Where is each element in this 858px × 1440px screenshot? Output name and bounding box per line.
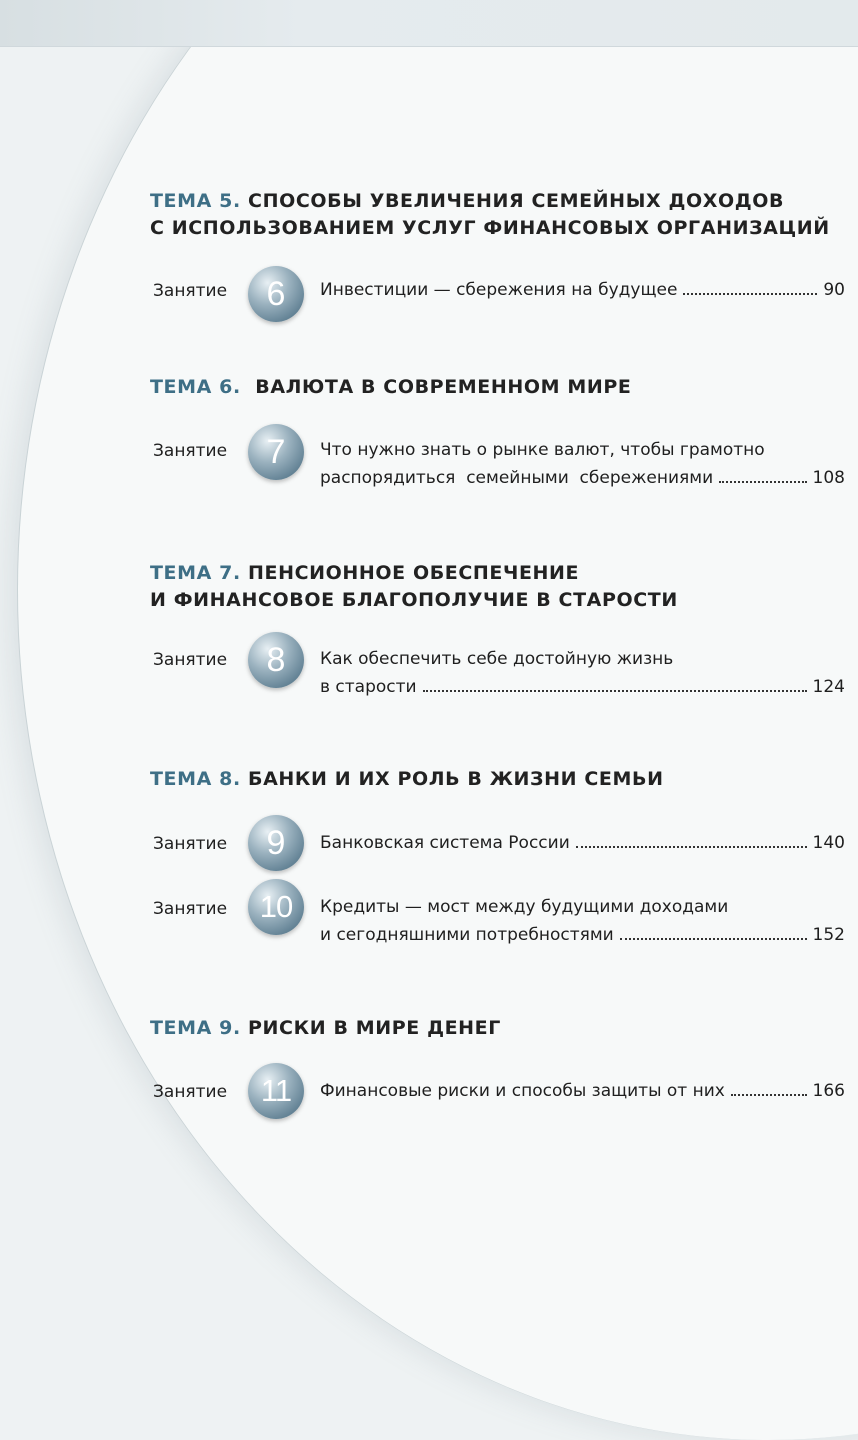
lesson-title-line2: в старости (320, 677, 417, 697)
topic-title: ВАЛЮТА В СОВРЕМЕННОМ МИРЕ (240, 376, 632, 398)
lesson-title: Инвестиции — сбережения на будущее (320, 280, 678, 300)
lesson-title-line2: распорядиться семейными сбережениями (320, 468, 714, 488)
dot-leader (576, 846, 807, 848)
page-number: 108 (812, 468, 845, 488)
header-band (0, 0, 858, 47)
lesson-title: Как обеспечить себе достойную жизнь (320, 649, 674, 669)
dot-leader (731, 1094, 807, 1096)
dot-leader (620, 938, 807, 940)
topic-number: ТЕМА 5. (150, 190, 241, 212)
topic-title: ПЕНСИОННОЕ ОБЕСПЕЧЕНИЕ (240, 562, 580, 584)
topic-title: СПОСОБЫ УВЕЛИЧЕНИЯ СЕМЕЙНЫХ ДОХОДОВ (240, 190, 785, 212)
lesson-8-number-badge: 8 (248, 632, 304, 688)
lesson-7-label: Занятие (153, 441, 228, 461)
topic-9-heading (150, 1015, 830, 1042)
topic-number: ТЕМА 6. (150, 376, 241, 398)
lesson-7-entry[interactable] (320, 436, 845, 492)
lesson-9-entry[interactable] (320, 829, 845, 857)
lesson-10-label: Занятие (153, 899, 228, 919)
topic-8-heading (150, 766, 830, 793)
topic-number: ТЕМА 7. (150, 562, 241, 584)
lesson-8-entry[interactable] (320, 645, 845, 701)
dot-leader (683, 293, 817, 295)
lesson-title: Финансовые риски и способы защиты от них (320, 1081, 725, 1101)
topic-7-heading (150, 560, 830, 614)
topic-title-line2: С ИСПОЛЬЗОВАНИЕМ УСЛУГ ФИНАНСОВЫХ ОРГАНИЗАЦИЙ (150, 217, 830, 239)
page-number: 140 (812, 833, 845, 853)
lesson-title: Кредиты — мост между будущими доходами (320, 897, 729, 917)
topic-number: ТЕМА 9. (150, 1017, 241, 1039)
dot-leader (719, 481, 806, 483)
topic-title: БАНКИ И ИХ РОЛЬ В ЖИЗНИ СЕМЬИ (240, 768, 664, 790)
lesson-9-label: Занятие (153, 834, 228, 854)
lesson-7-number-badge: 7 (248, 424, 304, 480)
topic-title: РИСКИ В МИРЕ ДЕНЕГ (240, 1017, 501, 1039)
lesson-title: Банковская система России (320, 833, 570, 853)
lesson-title-line2: и сегодняшними потребностями (320, 925, 614, 945)
lesson-10-entry[interactable] (320, 893, 845, 949)
page-number: 124 (812, 677, 845, 697)
lesson-11-label: Занятие (153, 1082, 228, 1102)
lesson-11-number-badge: 11 (248, 1063, 304, 1119)
lesson-title: Что нужно знать о рынке валют, чтобы грамотно (320, 440, 765, 460)
lesson-6-label: Занятие (153, 281, 228, 301)
page-number: 152 (812, 925, 845, 945)
lesson-10-number-badge: 10 (248, 879, 304, 935)
topic-number: ТЕМА 8. (150, 768, 241, 790)
lesson-6-number-badge: 6 (248, 266, 304, 322)
topic-title-line2: И ФИНАНСОВОЕ БЛАГОПОЛУЧИЕ В СТАРОСТИ (150, 589, 678, 611)
lesson-9-number-badge: 9 (248, 815, 304, 871)
topic-6-heading (150, 374, 830, 401)
lesson-6-entry[interactable] (320, 276, 845, 304)
page-number: 90 (823, 280, 845, 300)
lesson-8-label: Занятие (153, 650, 228, 670)
lesson-11-entry[interactable] (320, 1077, 845, 1105)
topic-5-heading (150, 188, 830, 242)
page-number: 166 (812, 1081, 845, 1101)
dot-leader (423, 690, 807, 692)
